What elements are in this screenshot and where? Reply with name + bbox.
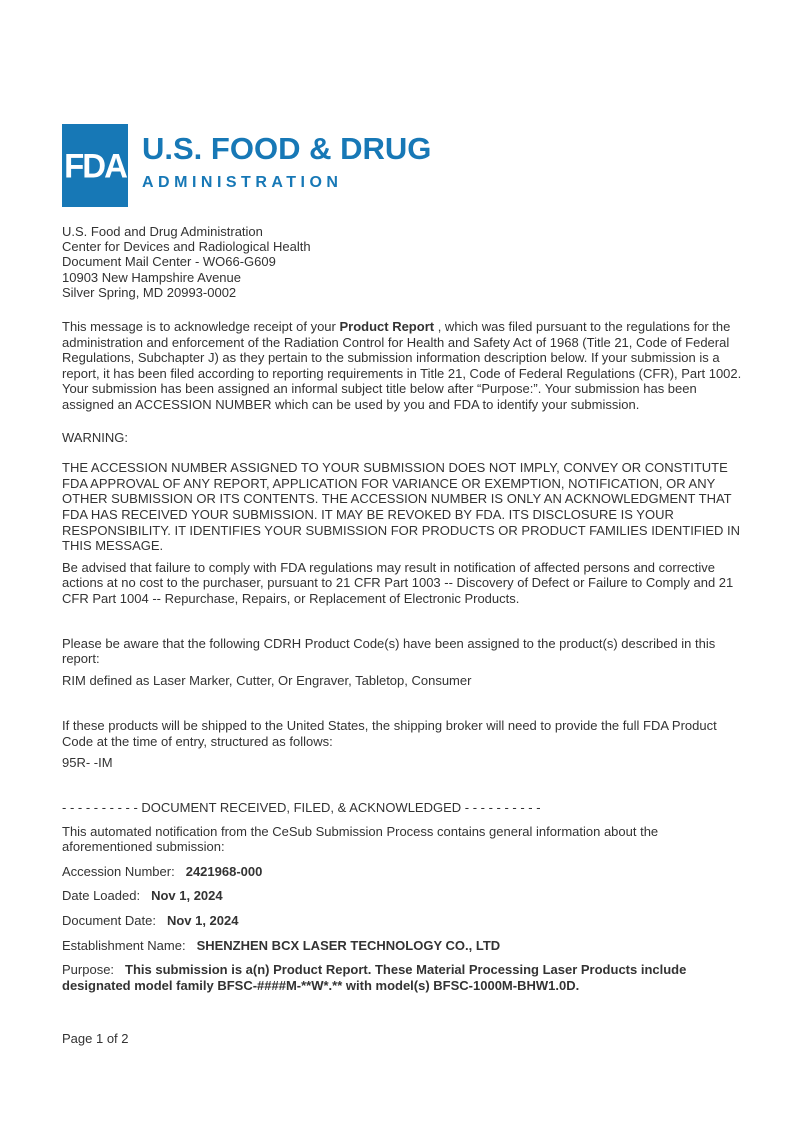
- date-loaded-row: [62, 888, 742, 904]
- report-type-bold: Product Report: [339, 319, 435, 335]
- document-date-value: Nov 1, 2024: [166, 913, 239, 929]
- shipping-paragraph: If these products will be shipped to the United States, the shipping broker will need to provide the full FDA Product Code at the time of entry, structured as follows:: [62, 718, 717, 749]
- sender-address-line: Document Mail Center - WO66-G609: [62, 254, 276, 270]
- sender-address-line: U.S. Food and Drug Administration: [62, 224, 263, 239]
- sender-address-block: [62, 224, 742, 300]
- warning-heading: WARNING:: [62, 429, 128, 445]
- fda-logo-tile: [62, 124, 128, 207]
- product-code-definition: RIM defined as Laser Marker, Cutter, Or Engraver, Tabletop, Consumer: [62, 672, 472, 688]
- sender-address-line: 10903 New Hampshire Avenue: [62, 269, 241, 285]
- establishment-name-label: Establishment Name:: [62, 937, 186, 953]
- compliance-paragraph: Be advised that failure to comply with FDA regulations may result in notification of affected persons and corrective actions at no cost to the purchaser, pursuant to 21 CFR Part 1003 -- Discovery of Defect or Failure to Comply and 21 CFR Part 1004 -- Repurchase, Repairs, or Replacement of Electronic Products.: [62, 559, 734, 606]
- accession-number-value: 2421968-000: [185, 863, 263, 879]
- fda-acronym-text: FDA: [64, 145, 126, 185]
- product-code-intro: Please be aware that the following CDRH Product Code(s) have been assigned to the product(s) described in this report:: [62, 635, 716, 667]
- acknowledgement-text-pre: This message is to acknowledge receipt of your: [62, 319, 340, 335]
- document-content: [0, 124, 800, 1047]
- acknowledgement-paragraph: [62, 319, 742, 413]
- sender-address-line: Center for Devices and Radiological Health: [62, 239, 311, 255]
- date-loaded-label: Date Loaded:: [62, 888, 141, 904]
- establishment-name-value: SHENZHEN BCX LASER TECHNOLOGY CO., LTD: [196, 937, 501, 953]
- acknowledgement-text-post: , which was filed pursuant to the regulations for the administration and enforcement of the Radiation Control for Health and Safety Act of 1968 (Title 21, Code of Federal Regulations, Subchapter J) as they pertain to the submission information description below. If your submission is a report, it has been filed according to reporting requirements in Title 21, Code of Federal Regulations (CFR), Part 1002. Your submission has been assigned an informal subject title below after “Purpose:”. Your submission has been assigned an ACCESSION NUMBER which can be used by you and FDA to identify your submission.: [62, 319, 742, 412]
- fda-logo-lockup: [142, 124, 431, 192]
- sender-address-line: Silver Spring, MD 20993-0002: [62, 284, 237, 300]
- document-date-row: [62, 913, 742, 929]
- establishment-name-row: [62, 938, 742, 954]
- fda-logo-title: U.S. FOOD & DRUG: [142, 131, 432, 166]
- warning-paragraph: THE ACCESSION NUMBER ASSIGNED TO YOUR SUBMISSION DOES NOT IMPLY, CONVEY OR CONSTITUTE FDA APPROVAL OF ANY REPORT, APPLICATION FOR VARIANCE OR EXEMPTION, NOTIFICATION, OR ANY OTHER SUBMISSION OR ITS CONTENTS. THE ACCESSION NUMBER IS ONLY AN ACKNOWLEDGMENT THAT FDA HAS RECEIVED YOUR SUBMISSION. IT MAY BE REVOKED BY FDA. ITS DISCLOSURE IS YOUR RESPONSIBILITY. IT IDENTIFIES YOUR SUBMISSION FOR PRODUCTS OR PRODUCT FAMILIES IDENTIFIED IN THIS MESSAGE.: [62, 460, 741, 554]
- accession-number-label: Accession Number:: [62, 863, 175, 879]
- accession-number-row: [62, 864, 742, 880]
- purpose-label: Purpose:: [62, 962, 115, 978]
- purpose-value: This submission is a(n) Product Report. These Material Processing Laser Products include designated model family BFSC-####M-**W*.** with model(s) BFSC-1000M-BHW1.0D.: [62, 962, 687, 993]
- fda-logo: [62, 124, 742, 207]
- fda-logo-subtitle: ADMINISTRATION: [142, 174, 343, 191]
- section-divider: - - - - - - - - - - DOCUMENT RECEIVED, FILED, & ACKNOWLEDGED - - - - - - - - - -: [62, 800, 541, 816]
- page-footer: Page 1 of 2: [62, 1031, 129, 1047]
- fda-product-code: 95R- -IM: [62, 755, 113, 771]
- automated-note: This automated notification from the CeSub Submission Process contains general information about the aforementioned submission:: [62, 823, 659, 855]
- date-loaded-value: Nov 1, 2024: [151, 888, 223, 904]
- document-date-label: Document Date:: [62, 913, 156, 929]
- purpose-row: [62, 962, 742, 993]
